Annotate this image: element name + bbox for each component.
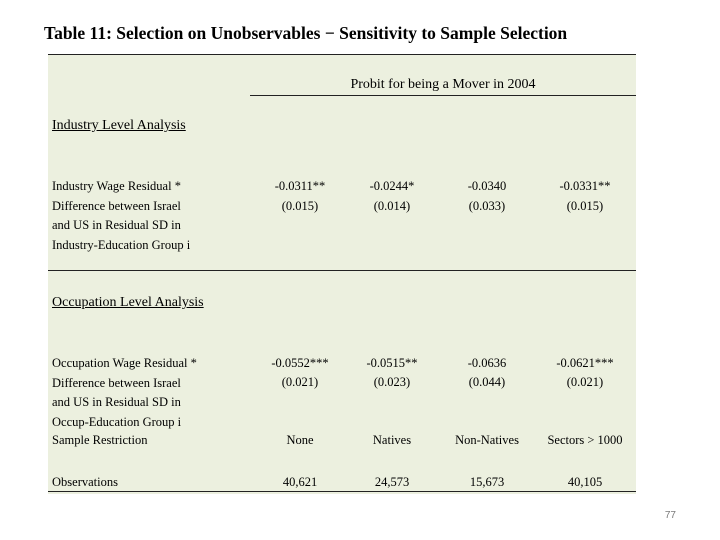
occupation-coef-col2: -0.0515** xyxy=(366,356,418,370)
sample-restriction-label: Sample Restriction xyxy=(52,433,148,447)
occupation-coef-col4: -0.0621*** xyxy=(556,356,614,370)
occupation-coef-col3: -0.0636 xyxy=(467,356,507,370)
sample-restriction-col3: Non-Natives xyxy=(455,433,519,447)
occupation-se-col1: (0.021) xyxy=(281,375,319,389)
occupation-row-label xyxy=(52,354,197,432)
industry-row-label xyxy=(52,177,190,255)
industry-se-col1: (0.015) xyxy=(281,199,319,213)
sample-restriction-col4: Sectors > 1000 xyxy=(547,433,623,447)
observations-label: Observations xyxy=(52,475,118,489)
observations-col1: 40,621 xyxy=(282,475,318,489)
industry-section-heading: Industry Level Analysis xyxy=(52,118,186,133)
sample-restriction-col2: Natives xyxy=(372,433,412,447)
occupation-se-col4: (0.021) xyxy=(566,375,604,389)
page-number: 77 xyxy=(664,510,676,521)
label-line: and US in Residual SD in xyxy=(52,218,181,232)
sample-restriction-col1: None xyxy=(286,433,314,447)
label-line: and US in Residual SD in xyxy=(52,395,181,409)
industry-se-col3: (0.033) xyxy=(468,199,506,213)
label-line: Industry-Education Group i xyxy=(52,237,191,252)
industry-se-col4: (0.015) xyxy=(566,199,604,213)
label-line: Difference between Israel xyxy=(52,375,181,390)
table-title: Table 11: Selection on Unobservables − Sensitivity to Sample Selection xyxy=(44,23,568,43)
label-line: Occupation Wage Residual * xyxy=(52,356,197,370)
industry-se-col2: (0.014) xyxy=(373,199,411,213)
header-rule xyxy=(250,95,636,96)
occupation-se-col3: (0.044) xyxy=(468,375,506,389)
label-line: Occup-Education Group i xyxy=(52,414,182,429)
label-line: Difference between Israel xyxy=(52,198,181,213)
industry-coef-col1: -0.0311** xyxy=(274,179,326,193)
observations-col3: 15,673 xyxy=(469,475,505,489)
observations-col4: 40,105 xyxy=(567,475,603,489)
occupation-section-heading: Occupation Level Analysis xyxy=(52,295,204,310)
occupation-coef-col1: -0.0552*** xyxy=(271,356,329,370)
industry-coef-col3: -0.0340 xyxy=(467,179,507,193)
top-rule xyxy=(48,54,636,55)
label-line: Industry Wage Residual * xyxy=(52,179,181,193)
occupation-se-col2: (0.023) xyxy=(373,375,411,389)
industry-coef-col2: -0.0244* xyxy=(369,179,415,193)
column-header: Probit for being a Mover in 2004 xyxy=(350,77,536,92)
industry-rule xyxy=(48,270,636,271)
observations-col2: 24,573 xyxy=(374,475,410,489)
industry-coef-col4: -0.0331** xyxy=(559,179,611,193)
